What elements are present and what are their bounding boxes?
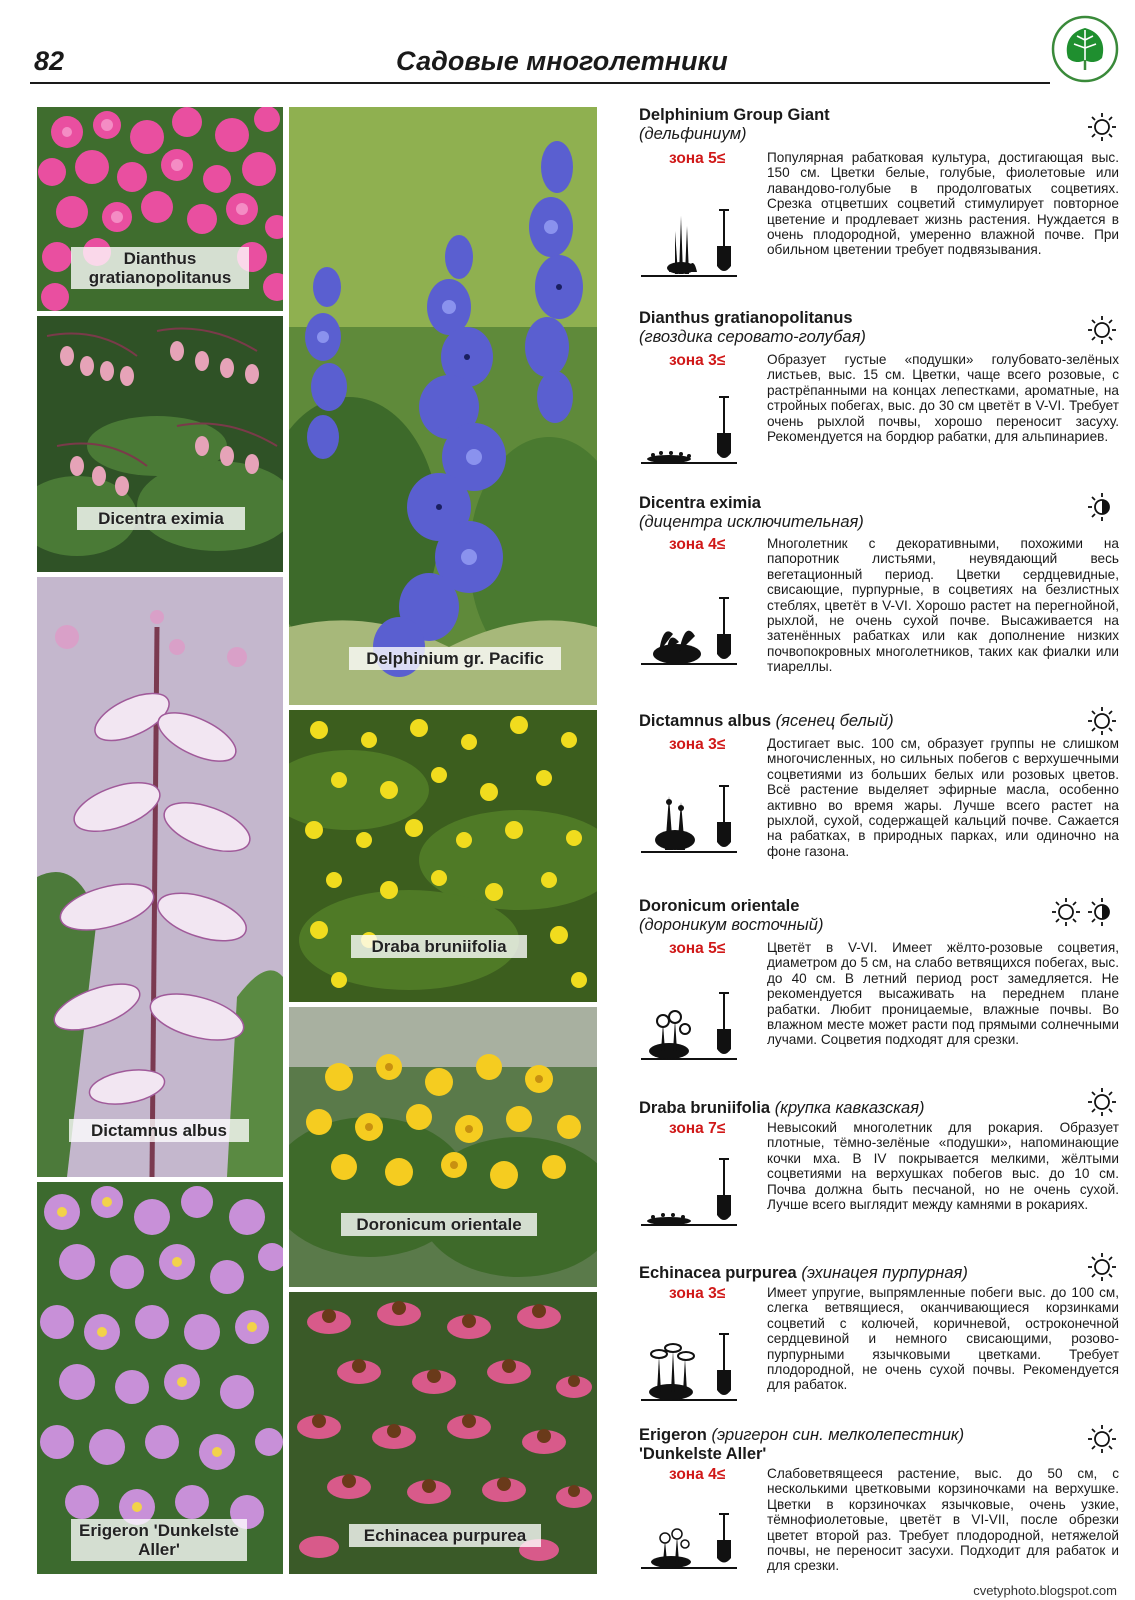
entry-dicentra — [639, 494, 1119, 684]
photo-delphinium — [289, 107, 597, 705]
half-shade-icon — [1087, 492, 1117, 522]
aster-plant-spade-icon — [639, 1510, 739, 1570]
low-cushion-plant-spade-icon — [639, 393, 739, 465]
entry-erigeron — [639, 1426, 1119, 1586]
hardiness-zone: зона 5≤ — [669, 940, 726, 957]
entry-draba — [639, 1099, 1119, 1239]
entry-cultivar-name: 'Dunkelste Aller' — [639, 1445, 767, 1463]
entry-latin-name-text: Dictamnus albus — [639, 712, 772, 730]
entry-russian-name: (дельфиниум) — [639, 125, 747, 143]
full-sun-icon — [1051, 897, 1081, 927]
full-sun-icon — [1087, 1424, 1117, 1454]
entry-latin-name: Dicentra eximia — [639, 494, 761, 512]
entry-description: Цветёт в V-VI. Имеет жёлто-розовые соцветия, диаметром до 5 см, на слабо ветвящихся побегах, выс. до 40 см. В летний период рост замедляется. Не рекомендуется высаживать на переднем плане рабатки. Любит проницаемые, влажные почвы. Во влажном месте может расти под прямыми солнечными лучами. Соцветия подходят для срезки. — [767, 940, 1119, 1048]
entry-latin-name-text: Erigeron — [639, 1426, 707, 1444]
photo-dicentra — [37, 316, 283, 572]
photo-echinacea — [289, 1292, 597, 1574]
entry-description: Слабоветвящееся растение, выс. до 50 см, с несколькими цветковыми корзиночками на верхушке. Цветки в корзиночках язычковые, очень узкие, тёмнофиолетовые, цветёт в VI-VII, после обрезки цветет второй раз. Требует плодородной, нетяжелой почвы, не переносит засухи. Подходит для рабаток и для срезки. — [767, 1466, 1119, 1574]
full-sun-icon — [1087, 706, 1117, 736]
entry-dianthus — [639, 309, 1119, 469]
fern-plant-spade-icon — [639, 594, 739, 666]
entry-description: Достигает выс. 100 см, образует группы не слишком многочисленных, но сильных побегов с верхушечными соцветиями из больших белых или розовых цветов. Всё растение выделяет эфирные масла, особенно активно во время жары. Лучше всего растет на рыхлой, сухой, содержащей кальций почве. Сажается на рабатках, в природных парках, или одиночно на фоне газона. — [767, 736, 1119, 859]
entry-description: Популярная рабатковая культура, достигающая выс. 150 см. Цветки белые, голубые, фиолетовые или лавандово-голубые в продолговатых соцветиях. Срезка отцветших соцветий стимулирует повторное цветение и продлевает жизнь растения. Нуждается в очень плодородной, умеренно влажной почве. При обильном цветении требует подвязывания. — [767, 150, 1119, 258]
entry-russian-name: (крупка кавказская) — [774, 1099, 925, 1117]
entry-latin-name — [639, 1264, 1119, 1283]
full-sun-icon — [1087, 1252, 1117, 1282]
entry-latin-name — [639, 1099, 1119, 1118]
entry-russian-name: (гвоздика серовато-голубая) — [639, 328, 866, 346]
page-title: Садовые многолетники — [396, 46, 728, 76]
header-rule — [30, 82, 1050, 84]
hardiness-zone: зона 4≤ — [669, 1466, 726, 1483]
hardiness-zone: зона 3≤ — [669, 736, 726, 753]
daisy-plant-spade-icon — [639, 989, 739, 1061]
entry-doronicum — [639, 897, 1119, 1067]
photo-caption: Draba bruniifolia — [351, 935, 527, 958]
photo-caption: Doronicum orientale — [341, 1213, 537, 1236]
entry-latin-name — [639, 1426, 1119, 1445]
entry-russian-name: (ясенец белый) — [775, 712, 894, 730]
photo-doronicum — [289, 1007, 597, 1287]
photo-caption: Delphinium gr. Pacific — [349, 647, 561, 670]
entry-latin-name — [639, 712, 1119, 731]
entry-russian-name: (дицентра исключительная) — [639, 513, 864, 531]
shrubby-plant-spade-icon — [639, 782, 739, 854]
photo-caption: Dicentra eximia — [77, 507, 245, 530]
hardiness-zone: зона 5≤ — [669, 150, 726, 167]
entry-description: Имеет упругие, выпрямленные побеги выс. до 100 см, слегка ветвящиеся, оканчивающиеся корзинками соцветий с колючей, коричневой, остроконечной сердцевиной и немного свисающими, розово-пурпурными язычковыми цветками. Требует плодородной, не очень сухой почвы. Рекомендуется для рабаток. — [767, 1285, 1119, 1393]
entry-description: Невысокий многолетник для рокария. Образует плотные, тёмно-зелёные «подушки», напоминающие кочки мха. В IV покрывается мелкими, жёлтыми соцветиями на верхушках побегов выс. до 10 см. Почва должна быть песчаной, но не очень сухой. Лучше всего выглядит между камнями в рокариях. — [767, 1120, 1119, 1213]
entry-latin-name: Doronicum orientale — [639, 897, 800, 915]
entry-echinacea — [639, 1264, 1119, 1414]
entry-russian-name: (дороникум восточный) — [639, 916, 824, 934]
low-cushion-plant-spade-icon — [639, 1155, 739, 1227]
hardiness-zone: зона 3≤ — [669, 352, 726, 369]
full-sun-icon — [1087, 1087, 1117, 1117]
leaf-logo-icon — [1050, 14, 1120, 84]
entry-dictamnus — [639, 712, 1119, 872]
hardiness-zone: зона 3≤ — [669, 1285, 726, 1302]
photo-caption: Dictamnus albus — [69, 1119, 249, 1142]
photo-caption: Dianthus gratianopolitanus — [71, 247, 249, 289]
photo-dianthus — [37, 107, 283, 311]
entry-latin-name-text: Draba bruniifolia — [639, 1099, 771, 1117]
photo-dictamnus — [37, 577, 283, 1177]
coneflower-plant-spade-icon — [639, 1330, 739, 1402]
entry-russian-name: (эхинацея пурпурная) — [801, 1264, 968, 1282]
watermark: cvetyphoto.blogspot.com — [973, 1583, 1117, 1598]
hardiness-zone: зона 7≤ — [669, 1120, 726, 1137]
hardiness-zone: зона 4≤ — [669, 536, 726, 553]
half-shade-icon — [1087, 897, 1117, 927]
entry-russian-name: (эригерон син. мелколепестник) — [711, 1426, 965, 1444]
full-sun-icon — [1087, 112, 1117, 142]
entry-description: Многолетник с декоративными, похожими на папоротник листьями, неувядающий весь вегетационный период. Цветки сердцевидные, свисающие, пурпурные, в соцветиях на безлистных стеблях, цветёт в V-VI. Хорошо растет на перегнойной, рыхлой, не очень сухой почве. Высаживается на затенённых рабатках или как дополнение низких почвопокровных многолетников, таких как фиалки или тиареллы. — [767, 536, 1119, 675]
photo-caption: Echinacea purpurea — [349, 1524, 541, 1547]
entry-description: Образует густые «подушки» голубовато-зелёных листьев, выс. 15 см. Цветки, чаще всего розовые, с растрёпанными на концах лепестками, ароматные, на стройных побегах, выс. до 30 см цветёт в V-VI. Требует очень рыхлой почвы, хорошо переносит засуху. Рекомендуется на бордюр рабатки, для альпинариев. — [767, 352, 1119, 445]
photo-caption: Erigeron 'Dunkelste Aller' — [71, 1519, 247, 1561]
tall-plant-spade-icon — [639, 206, 739, 278]
full-sun-icon — [1087, 315, 1117, 345]
entry-latin-name: Delphinium Group Giant — [639, 106, 830, 124]
entry-latin-name-text: Echinacea purpurea — [639, 1264, 797, 1282]
photo-erigeron — [37, 1182, 283, 1574]
photo-draba — [289, 710, 597, 1002]
entry-latin-name: Dianthus gratianopolitanus — [639, 309, 853, 327]
page-number: 82 — [34, 46, 65, 76]
entry-delphinium — [639, 106, 1119, 286]
